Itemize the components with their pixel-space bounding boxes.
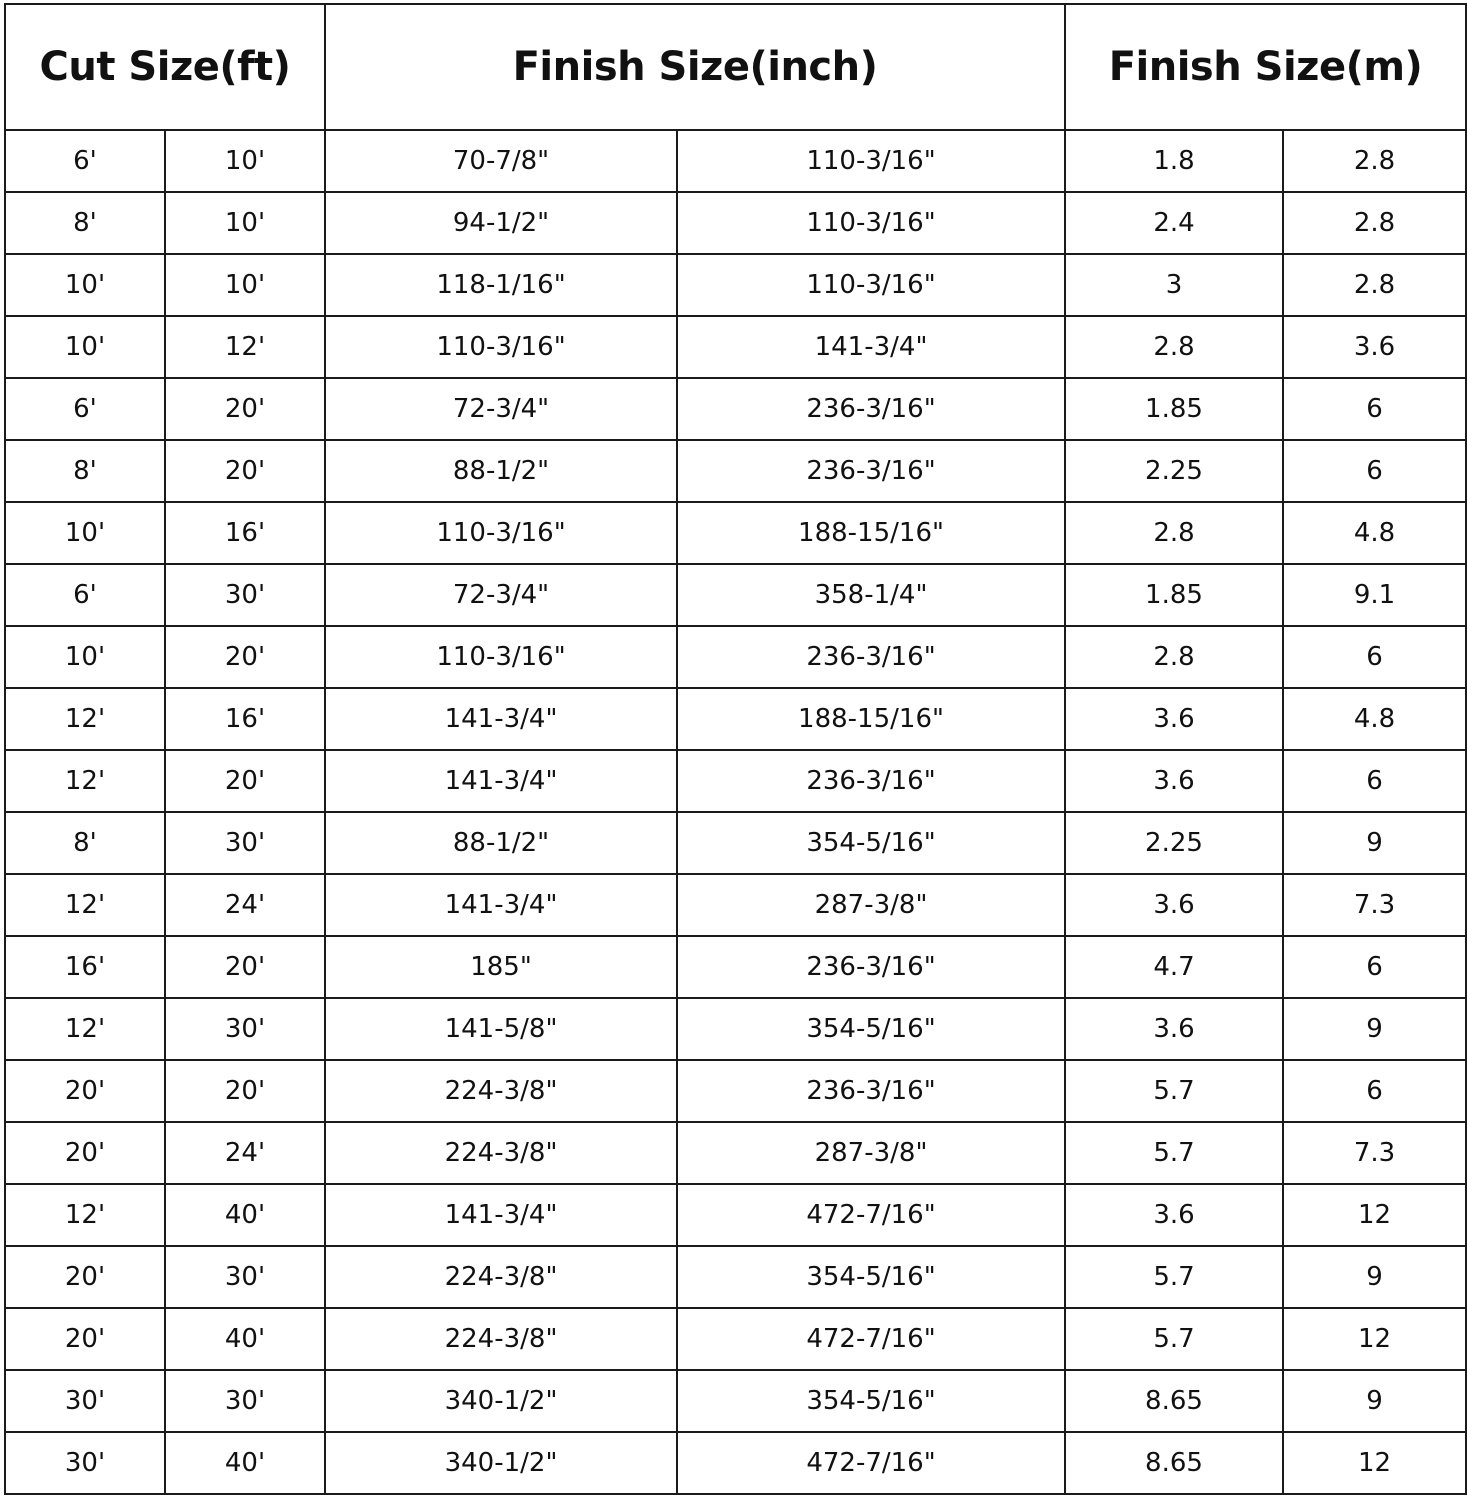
size-conversion-table — [4, 3, 1467, 1495]
cut-size-width-cell: 10' — [5, 502, 165, 564]
cut-size-width-cell: 30' — [5, 1370, 165, 1432]
finish-inch-length-cell: 236-3/16" — [677, 378, 1065, 440]
cut-size-length-cell: 30' — [165, 1370, 325, 1432]
finish-m-width-cell: 2.25 — [1065, 812, 1283, 874]
finish-inch-width-cell: 88-1/2" — [325, 440, 677, 502]
finish-inch-length-cell: 472-7/16" — [677, 1308, 1065, 1370]
finish-inch-width-cell: 70-7/8" — [325, 130, 677, 192]
finish-m-length-cell: 3.6 — [1283, 316, 1466, 378]
finish-inch-length-cell: 110-3/16" — [677, 192, 1065, 254]
finish-m-width-cell: 2.25 — [1065, 440, 1283, 502]
finish-m-width-cell: 3.6 — [1065, 688, 1283, 750]
finish-m-width-cell: 2.8 — [1065, 316, 1283, 378]
cut-size-width-cell: 8' — [5, 812, 165, 874]
cut-size-width-cell: 16' — [5, 936, 165, 998]
cut-size-width-cell: 12' — [5, 1184, 165, 1246]
finish-m-width-cell: 1.8 — [1065, 130, 1283, 192]
cut-size-length-cell: 10' — [165, 130, 325, 192]
cut-size-length-cell: 40' — [165, 1184, 325, 1246]
finish-m-length-cell: 7.3 — [1283, 1122, 1466, 1184]
finish-m-length-cell: 12 — [1283, 1432, 1466, 1494]
cut-size-length-cell: 20' — [165, 750, 325, 812]
finish-inch-width-cell: 110-3/16" — [325, 626, 677, 688]
finish-m-length-cell: 7.3 — [1283, 874, 1466, 936]
finish-m-width-cell: 3.6 — [1065, 750, 1283, 812]
finish-inch-width-cell: 141-5/8" — [325, 998, 677, 1060]
finish-inch-width-cell: 185" — [325, 936, 677, 998]
finish-inch-length-cell: 141-3/4" — [677, 316, 1065, 378]
finish-m-length-cell: 9.1 — [1283, 564, 1466, 626]
cut-size-width-cell: 8' — [5, 192, 165, 254]
finish-m-width-cell: 3.6 — [1065, 1184, 1283, 1246]
cut-size-width-cell: 6' — [5, 130, 165, 192]
table-header — [5, 4, 1466, 130]
cut-size-length-cell: 30' — [165, 998, 325, 1060]
cut-size-length-cell: 10' — [165, 254, 325, 316]
cut-size-length-cell: 20' — [165, 378, 325, 440]
finish-inch-length-cell: 354-5/16" — [677, 998, 1065, 1060]
table-row — [5, 874, 1466, 936]
table-row — [5, 998, 1466, 1060]
header-finish-size-m: Finish Size(m) — [1065, 4, 1466, 130]
finish-inch-length-cell: 236-3/16" — [677, 750, 1065, 812]
cut-size-width-cell: 12' — [5, 998, 165, 1060]
cut-size-length-cell: 16' — [165, 688, 325, 750]
finish-m-width-cell: 8.65 — [1065, 1370, 1283, 1432]
finish-m-width-cell: 2.8 — [1065, 626, 1283, 688]
cut-size-width-cell: 20' — [5, 1122, 165, 1184]
finish-inch-length-cell: 236-3/16" — [677, 936, 1065, 998]
table-row — [5, 502, 1466, 564]
table-row — [5, 1308, 1466, 1370]
cut-size-length-cell: 20' — [165, 1060, 325, 1122]
cut-size-length-cell: 24' — [165, 874, 325, 936]
cut-size-width-cell: 10' — [5, 316, 165, 378]
finish-inch-width-cell: 88-1/2" — [325, 812, 677, 874]
finish-inch-width-cell: 224-3/8" — [325, 1060, 677, 1122]
finish-inch-width-cell: 340-1/2" — [325, 1432, 677, 1494]
finish-m-width-cell: 3 — [1065, 254, 1283, 316]
table-row — [5, 1060, 1466, 1122]
cut-size-width-cell: 12' — [5, 874, 165, 936]
finish-m-width-cell: 8.65 — [1065, 1432, 1283, 1494]
finish-m-length-cell: 12 — [1283, 1184, 1466, 1246]
finish-m-length-cell: 2.8 — [1283, 254, 1466, 316]
table-row — [5, 812, 1466, 874]
table-row — [5, 936, 1466, 998]
finish-m-width-cell: 4.7 — [1065, 936, 1283, 998]
finish-inch-length-cell: 287-3/8" — [677, 874, 1065, 936]
finish-m-width-cell: 1.85 — [1065, 378, 1283, 440]
finish-inch-width-cell: 340-1/2" — [325, 1370, 677, 1432]
cut-size-width-cell: 20' — [5, 1060, 165, 1122]
finish-inch-width-cell: 141-3/4" — [325, 688, 677, 750]
finish-m-width-cell: 5.7 — [1065, 1246, 1283, 1308]
finish-m-length-cell: 4.8 — [1283, 502, 1466, 564]
finish-m-length-cell: 9 — [1283, 998, 1466, 1060]
finish-inch-length-cell: 287-3/8" — [677, 1122, 1065, 1184]
finish-inch-length-cell: 236-3/16" — [677, 626, 1065, 688]
cut-size-width-cell: 6' — [5, 564, 165, 626]
table-row — [5, 1370, 1466, 1432]
finish-m-width-cell: 5.7 — [1065, 1060, 1283, 1122]
finish-inch-length-cell: 188-15/16" — [677, 502, 1065, 564]
cut-size-length-cell: 24' — [165, 1122, 325, 1184]
finish-m-length-cell: 9 — [1283, 1370, 1466, 1432]
table-row — [5, 1122, 1466, 1184]
cut-size-length-cell: 30' — [165, 812, 325, 874]
finish-inch-width-cell: 72-3/4" — [325, 378, 677, 440]
cut-size-width-cell: 10' — [5, 626, 165, 688]
table-row — [5, 750, 1466, 812]
cut-size-length-cell: 40' — [165, 1432, 325, 1494]
finish-inch-width-cell: 110-3/16" — [325, 316, 677, 378]
cut-size-width-cell: 30' — [5, 1432, 165, 1494]
table-body — [5, 130, 1466, 1494]
table-row — [5, 1246, 1466, 1308]
finish-inch-length-cell: 354-5/16" — [677, 1246, 1065, 1308]
finish-m-length-cell: 2.8 — [1283, 130, 1466, 192]
finish-inch-length-cell: 188-15/16" — [677, 688, 1065, 750]
finish-m-length-cell: 12 — [1283, 1308, 1466, 1370]
cut-size-length-cell: 30' — [165, 564, 325, 626]
table-row — [5, 1432, 1466, 1494]
cut-size-length-cell: 20' — [165, 626, 325, 688]
table-row — [5, 316, 1466, 378]
cut-size-width-cell: 8' — [5, 440, 165, 502]
finish-m-width-cell: 5.7 — [1065, 1308, 1283, 1370]
finish-inch-width-cell: 224-3/8" — [325, 1246, 677, 1308]
finish-m-length-cell: 6 — [1283, 1060, 1466, 1122]
finish-m-width-cell: 2.4 — [1065, 192, 1283, 254]
finish-inch-width-cell: 72-3/4" — [325, 564, 677, 626]
finish-inch-width-cell: 224-3/8" — [325, 1308, 677, 1370]
header-cut-size-ft: Cut Size(ft) — [5, 4, 325, 130]
finish-inch-length-cell: 110-3/16" — [677, 130, 1065, 192]
table-row — [5, 130, 1466, 192]
finish-m-width-cell: 3.6 — [1065, 998, 1283, 1060]
table-row — [5, 626, 1466, 688]
cut-size-length-cell: 40' — [165, 1308, 325, 1370]
finish-m-width-cell: 3.6 — [1065, 874, 1283, 936]
finish-m-length-cell: 6 — [1283, 378, 1466, 440]
cut-size-length-cell: 20' — [165, 440, 325, 502]
cut-size-width-cell: 20' — [5, 1246, 165, 1308]
cut-size-length-cell: 16' — [165, 502, 325, 564]
finish-m-length-cell: 4.8 — [1283, 688, 1466, 750]
table-row — [5, 440, 1466, 502]
finish-m-length-cell: 6 — [1283, 750, 1466, 812]
finish-m-length-cell: 2.8 — [1283, 192, 1466, 254]
table-row — [5, 378, 1466, 440]
table-row — [5, 254, 1466, 316]
cut-size-width-cell: 12' — [5, 750, 165, 812]
finish-inch-length-cell: 354-5/16" — [677, 812, 1065, 874]
table-row — [5, 192, 1466, 254]
cut-size-width-cell: 6' — [5, 378, 165, 440]
table-row — [5, 688, 1466, 750]
finish-m-width-cell: 1.85 — [1065, 564, 1283, 626]
table-row — [5, 1184, 1466, 1246]
finish-m-length-cell: 9 — [1283, 1246, 1466, 1308]
cut-size-width-cell: 12' — [5, 688, 165, 750]
finish-inch-width-cell: 110-3/16" — [325, 502, 677, 564]
cut-size-length-cell: 12' — [165, 316, 325, 378]
finish-inch-width-cell: 118-1/16" — [325, 254, 677, 316]
finish-m-length-cell: 6 — [1283, 936, 1466, 998]
finish-inch-length-cell: 236-3/16" — [677, 1060, 1065, 1122]
finish-inch-width-cell: 224-3/8" — [325, 1122, 677, 1184]
finish-m-length-cell: 6 — [1283, 626, 1466, 688]
finish-m-length-cell: 9 — [1283, 812, 1466, 874]
finish-m-length-cell: 6 — [1283, 440, 1466, 502]
finish-m-width-cell: 5.7 — [1065, 1122, 1283, 1184]
finish-inch-length-cell: 358-1/4" — [677, 564, 1065, 626]
table-row — [5, 564, 1466, 626]
finish-inch-width-cell: 141-3/4" — [325, 1184, 677, 1246]
finish-inch-width-cell: 141-3/4" — [325, 874, 677, 936]
header-finish-size-inch: Finish Size(inch) — [325, 4, 1065, 130]
cut-size-length-cell: 20' — [165, 936, 325, 998]
finish-inch-length-cell: 472-7/16" — [677, 1184, 1065, 1246]
cut-size-length-cell: 10' — [165, 192, 325, 254]
finish-m-width-cell: 2.8 — [1065, 502, 1283, 564]
header-row — [5, 4, 1466, 130]
cut-size-width-cell: 20' — [5, 1308, 165, 1370]
finish-inch-length-cell: 472-7/16" — [677, 1432, 1065, 1494]
finish-inch-width-cell: 141-3/4" — [325, 750, 677, 812]
finish-inch-length-cell: 236-3/16" — [677, 440, 1065, 502]
cut-size-width-cell: 10' — [5, 254, 165, 316]
finish-inch-length-cell: 354-5/16" — [677, 1370, 1065, 1432]
cut-size-length-cell: 30' — [165, 1246, 325, 1308]
finish-inch-length-cell: 110-3/16" — [677, 254, 1065, 316]
finish-inch-width-cell: 94-1/2" — [325, 192, 677, 254]
